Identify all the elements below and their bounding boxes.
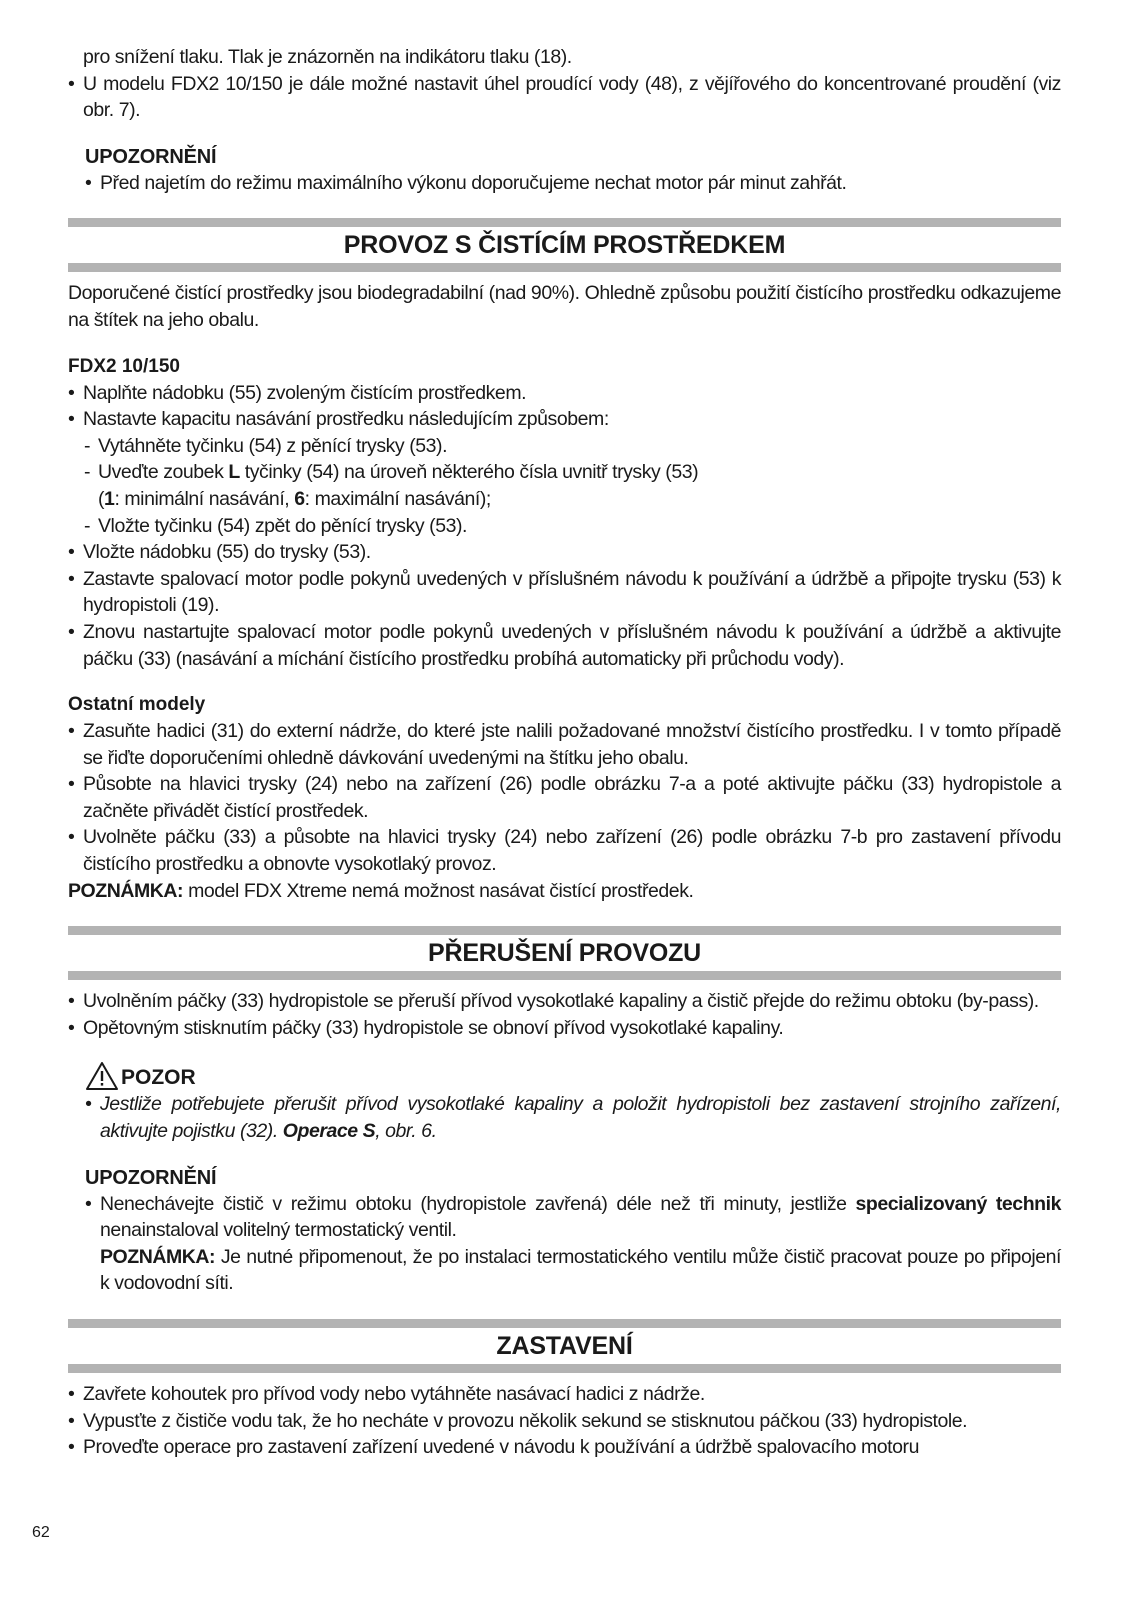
top-section	[68, 44, 1061, 124]
section-rule-top	[68, 1319, 1061, 1328]
note-title: UPOZORNĚNÍ	[85, 145, 217, 168]
warning-list	[85, 1091, 1061, 1144]
list-item: • Uvolněte páčku (33) a působte na hlavici trysky (24) nebo zařízení (26) podle obrázku 7-b pro zastavení přívodu čistícího prostředku a obnovte vysokotlaký provoz.	[68, 824, 1061, 877]
section-rule-bottom	[68, 1364, 1061, 1373]
other-list	[68, 718, 1061, 878]
page-number: 62	[32, 1524, 50, 1541]
section-detergent	[68, 218, 1061, 272]
note-paragraph: POZNÁMKA: model FDX Xtreme nemá možnost nasávat čistící prostředek.	[68, 879, 694, 902]
section-title: ZASTAVENÍ	[496, 1332, 633, 1360]
list-item: • Zavřete kohoutek pro přívod vody nebo vytáhněte nasávací hadici z nádrže.	[68, 1381, 1061, 1408]
subheading-other-models: Ostatní modely	[68, 694, 206, 716]
dash-item: - Uveďte zoubek L tyčinky (54) na úroveň některého čísla uvnitř trysky (53)	[68, 459, 1061, 486]
subheading-fdx2: FDX2 10/150	[68, 355, 180, 377]
note-title: UPOZORNĚNÍ	[85, 1166, 217, 1189]
note-list	[85, 1191, 1061, 1297]
warning-title: POZOR	[121, 1066, 196, 1090]
list-item: • Proveďte operace pro zastavení zařízení uvedené v návodu k používání a údržbě spalovacího motoru	[68, 1434, 1061, 1461]
fdx2-list	[68, 380, 1061, 673]
list-item: • Naplňte nádobku (55) zvoleným čistícím prostředkem.	[68, 380, 1061, 407]
manual-page	[68, 44, 1061, 1461]
section-interruption	[68, 926, 1061, 980]
section-stopping	[68, 1319, 1061, 1373]
list-item: • Opětovným stisknutím páčky (33) hydropistole se obnoví přívod vysokotlaké kapaliny.	[68, 1015, 1061, 1042]
dash-item: - Vložte tyčinku (54) zpět do pěnící trysky (53).	[68, 513, 1061, 540]
stopping-list	[68, 1381, 1061, 1461]
continued-line: pro snížení tlaku. Tlak je znázorněn na indikátoru tlaku (18).	[83, 46, 572, 68]
list-item: • Nenechávejte čistič v režimu obtoku (hydropistole zavřená) déle než tři minuty, jestliže specializovaný technik nenainstaloval volitelný termostatický ventil.	[85, 1191, 1061, 1244]
list-item: • Uvolněním páčky (33) hydropistole se přeruší přívod vysokotlaké kapaliny a čistič přejde do režimu obtoku (by-pass).	[68, 988, 1061, 1015]
list-item: • Před najetím do režimu maximálního výkonu doporučujeme nechat motor pár minut zahřát.	[85, 170, 1061, 197]
list-item: • Působte na hlavici trysky (24) nebo na zařízení (26) podle obrázku 7-a a poté aktivujte páčku (33) hydropistole a začněte přivádět čistící prostředek.	[68, 771, 1061, 824]
section-rule-top	[68, 218, 1061, 227]
list-item: • Jestliže potřebujete přerušit přívod vysokotlaké kapaliny a položit hydropistoli bez zastavení strojního zařízení, aktivujte pojistku (32). Operace S, obr. 6.	[85, 1091, 1061, 1144]
note-paragraph: POZNÁMKA: Je nutné připomenout, že po instalaci termostatického ventilu může čistič pracovat pouze po připojení k vodovodní síti.	[100, 1245, 1061, 1295]
section-intro: Doporučené čistící prostředky jsou biodegradabilní (nad 90%). Ohledně způsobu použití čistícího prostředku odkazujeme na štítek na jeho obalu.	[68, 282, 1061, 331]
interruption-list	[68, 988, 1061, 1041]
list-item: • Zasuňte hadici (31) do externí nádrže, do které jste nalili požadované množství čistícího prostředku. I v tomto případě se řiďte doporučeními ohledně dávkování uvedenými na štítku jeho obalu.	[68, 718, 1061, 771]
section-rule-bottom	[68, 263, 1061, 272]
section-rule-bottom	[68, 971, 1061, 980]
section-title: PŘERUŠENÍ PROVOZU	[427, 939, 702, 968]
list-item: • Zastavte spalovací motor podle pokynů uvedených v příslušném návodu k používání a údržbě a připojte trysku (53) k hydropistoli (19).	[68, 566, 1061, 619]
top-list	[68, 71, 1061, 124]
list-item: • U modelu FDX2 10/150 je dále možné nastavit úhel proudící vody (48), z vějířového do koncentrované proudění (viz obr. 7).	[68, 71, 1061, 124]
section-rule-top	[68, 926, 1061, 935]
note-list	[85, 170, 1061, 197]
list-item: • Nastavte kapacitu nasávání prostředku následujícím způsobem:	[68, 406, 1061, 433]
dash-item: - Vytáhněte tyčinku (54) z pěnící trysky (53).	[68, 433, 1061, 460]
list-item: • Vypusťte z čističe vodu tak, že ho necháte v provozu několik sekund se stisknutou páčkou (33) hydropistole.	[68, 1408, 1061, 1435]
list-item: • Vložte nádobku (55) do trysky (53).	[68, 539, 1061, 566]
dash-item-continuation: (1: minimální nasávání, 6: maximální nasávání);	[98, 487, 491, 510]
section-title: PROVOZ S ČISTÍCÍM PROSTŘEDKEM	[343, 231, 786, 260]
list-item: • Znovu nastartujte spalovací motor podle pokynů uvedených v příslušném návodu k používání a údržbě a aktivujte páčku (33) (nasávání a míchání čistícího prostředku probíhá automaticky při průchodu vody).	[68, 619, 1061, 672]
warning-heading	[85, 1061, 1061, 1091]
warning-triangle-icon	[85, 1061, 119, 1091]
